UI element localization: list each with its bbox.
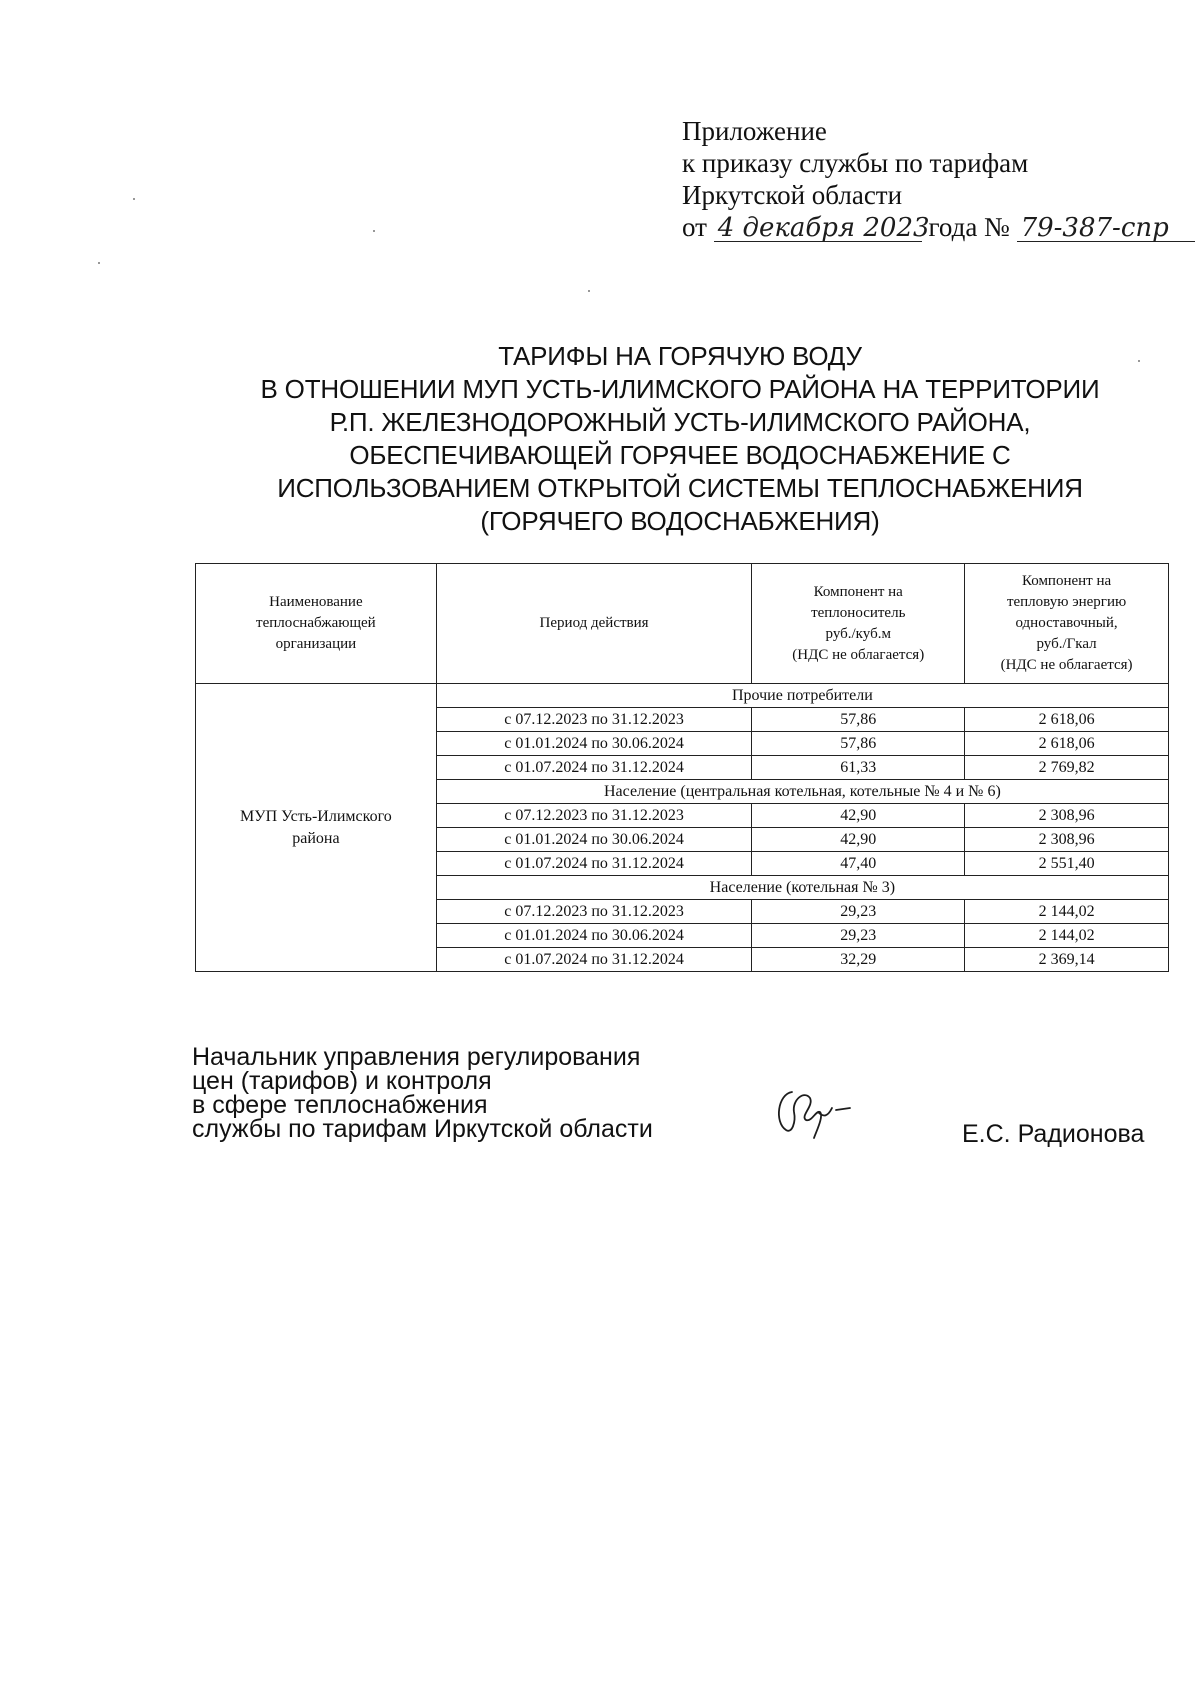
header-org — [196, 564, 437, 684]
period-cell: с 01.07.2024 по 31.12.2024 — [436, 756, 752, 780]
title-line-5: ИСПОЛЬЗОВАНИЕМ ОТКРЫТОЙ СИСТЕМЫ ТЕПЛОСНАБЖЕНИЯ — [277, 473, 1083, 503]
carrier-cell: 57,86 — [752, 708, 965, 732]
header-energy-line: руб./Гкал — [1036, 636, 1097, 652]
energy-cell: 2 618,06 — [965, 708, 1169, 732]
signature-position — [192, 1045, 653, 1141]
energy-cell: 2 144,02 — [965, 900, 1169, 924]
carrier-cell: 47,40 — [752, 852, 965, 876]
appendix-region: Иркутской области — [682, 180, 903, 210]
carrier-cell: 32,29 — [752, 948, 965, 972]
carrier-cell: 42,90 — [752, 804, 965, 828]
energy-cell: 2 144,02 — [965, 924, 1169, 948]
handwritten-order-number: 79-387-спр — [1017, 215, 1195, 242]
tariffs-table — [195, 563, 1169, 972]
section-row — [196, 684, 1169, 708]
energy-cell: 2 308,96 — [965, 804, 1169, 828]
energy-cell: 2 369,14 — [965, 948, 1169, 972]
carrier-cell: 29,23 — [752, 924, 965, 948]
org-name-cell — [196, 684, 437, 972]
header-org-line: организации — [275, 636, 357, 652]
period-cell: с 01.01.2024 по 30.06.2024 — [436, 732, 752, 756]
period-cell: с 01.01.2024 по 30.06.2024 — [436, 924, 752, 948]
section-title: Население (котельная № 3) — [436, 876, 1168, 900]
position-line-4: службы по тарифам Иркутской области — [192, 1115, 653, 1143]
title-line-3: Р.П. ЖЕЛЕЗНОДОРОЖНЫЙ УСТЬ-ИЛИМСКОГО РАЙОНА, — [329, 407, 1031, 437]
document-title — [180, 340, 1180, 538]
scan-speck — [588, 290, 590, 292]
org-name-line: МУП Усть-Илимского — [240, 807, 392, 825]
table-header-row — [196, 564, 1169, 684]
header-org-line: теплоснабжающей — [256, 615, 376, 631]
position-line-2: цен (тарифов) и контроля — [192, 1067, 492, 1095]
header-carrier-line: теплоноситель — [811, 604, 906, 621]
header-org-line: Наименование — [269, 594, 363, 610]
period-cell: с 01.07.2024 по 31.12.2024 — [436, 948, 752, 972]
year-number-label: года № — [928, 212, 1010, 242]
header-carrier-line: Компонент на — [813, 583, 903, 600]
title-line-4: ОБЕСПЕЧИВАЮЩЕЙ ГОРЯЧЕЕ ВОДОСНАБЖЕНИЕ С — [349, 440, 1011, 470]
period-cell: с 01.01.2024 по 30.06.2024 — [436, 828, 752, 852]
from-label: от — [682, 212, 707, 242]
section-title: Население (центральная котельная, котельные № 4 и № 6) — [436, 780, 1168, 804]
energy-cell: 2 769,82 — [965, 756, 1169, 780]
title-line-2: В ОТНОШЕНИИ МУП УСТЬ-ИЛИМСКОГО РАЙОНА НА ТЕРРИТОРИИ — [260, 374, 1100, 404]
header-energy-line: Компонент на — [1021, 573, 1112, 589]
table-header — [196, 564, 1169, 684]
header-carrier-line: руб./куб.м — [825, 625, 891, 642]
carrier-cell: 61,33 — [752, 756, 965, 780]
period-cell: с 01.07.2024 по 31.12.2024 — [436, 852, 752, 876]
handwritten-date: 4 декабря 2023 — [714, 215, 922, 242]
energy-cell: 2 551,40 — [965, 852, 1169, 876]
carrier-cell: 42,90 — [752, 828, 965, 852]
appendix-title: Приложение — [682, 116, 827, 146]
scan-speck — [98, 262, 100, 264]
scan-speck — [373, 230, 375, 232]
header-energy-line: тепловую энергию — [1006, 594, 1127, 610]
org-name-line: района — [292, 829, 340, 847]
period-cell: с 07.12.2023 по 31.12.2023 — [436, 708, 752, 732]
carrier-cell: 29,23 — [752, 900, 965, 924]
header-energy-line: (НДС не облагается) — [1000, 657, 1133, 673]
header-period: Период действия — [436, 564, 752, 684]
title-line-1: ТАРИФЫ НА ГОРЯЧУЮ ВОДУ — [498, 341, 862, 371]
appendix-order-ref: к приказу службы по тарифам — [682, 148, 1029, 178]
period-cell: с 07.12.2023 по 31.12.2023 — [436, 804, 752, 828]
header-carrier — [752, 564, 965, 684]
energy-cell: 2 308,96 — [965, 828, 1169, 852]
section-title: Прочие потребители — [436, 684, 1168, 708]
table-body — [196, 684, 1169, 972]
handwritten-signature — [770, 1082, 860, 1142]
period-cell: с 07.12.2023 по 31.12.2023 — [436, 900, 752, 924]
appendix-date-line — [682, 211, 1195, 243]
header-energy-line: одноставочный, — [1015, 615, 1118, 631]
position-line-3: в сфере теплоснабжения — [192, 1091, 488, 1119]
appendix-header — [682, 115, 1195, 243]
signer-name: Е.С. Радионова — [962, 1120, 1145, 1148]
header-energy — [965, 564, 1169, 684]
scan-speck — [1138, 360, 1140, 362]
title-line-6: (ГОРЯЧЕГО ВОДОСНАБЖЕНИЯ) — [480, 506, 880, 536]
scan-speck — [133, 198, 135, 200]
energy-cell: 2 618,06 — [965, 732, 1169, 756]
position-line-1: Начальник управления регулирования — [192, 1043, 641, 1071]
header-carrier-line: (НДС не облагается) — [792, 646, 925, 663]
carrier-cell: 57,86 — [752, 732, 965, 756]
